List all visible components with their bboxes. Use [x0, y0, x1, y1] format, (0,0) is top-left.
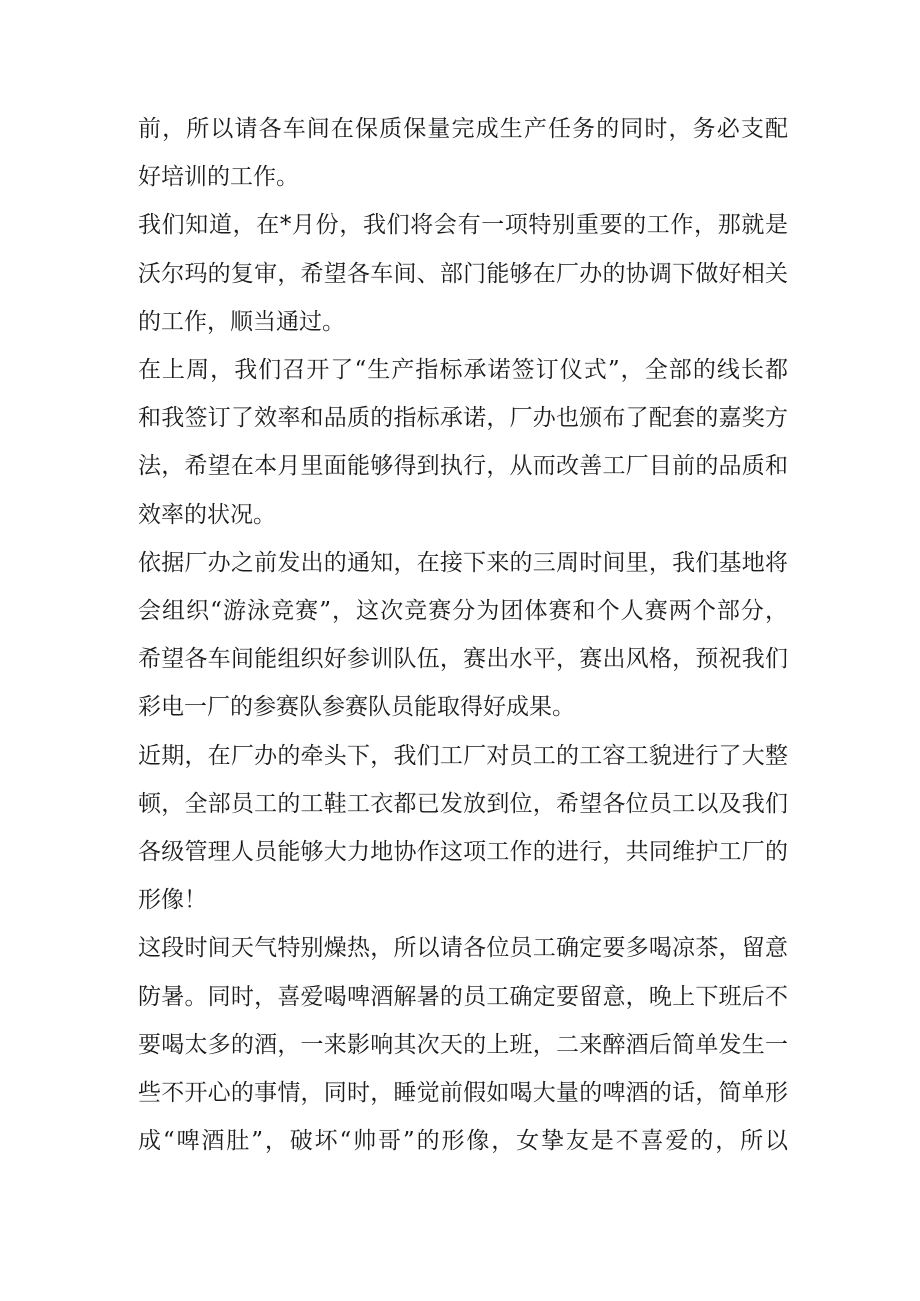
text-line: 前，所以请各车间在保质保量完成生产任务的同时，务必支配	[138, 116, 788, 142]
text-line: 各级管理人员能够大力地协作这项工作的进行，共同维护工厂的	[138, 839, 788, 865]
text-line: 会组织“游泳竞赛”，这次竞赛分为团体赛和个人赛两个部分，	[138, 598, 788, 624]
text-line: 近期，在厂办的牵头下，我们工厂对员工的工容工貌进行了大整	[138, 742, 788, 769]
text-line: 好培训的工作。	[138, 164, 299, 191]
text-line: 彩电一厂的参赛队参赛队员能取得好成果。	[138, 694, 575, 721]
text-line: 这段时间天气特别燥热，所以请各位员工确定要多喝凉茶，留意	[138, 935, 788, 962]
text-line: 要喝太多的酒，一来影响其次天的上班，二来醉酒后简单发生一	[138, 1031, 788, 1058]
text-line: 我们知道，在*月份，我们将会有一项特别重要的工作，那就是	[138, 212, 788, 239]
text-line: 在上周，我们召开了“生产指标承诺签订仪式”，全部的线长都	[138, 357, 788, 383]
text-line: 防暑。同时，喜爱喝啤酒解暑的员工确定要留意，晚上下班后不	[138, 983, 788, 1010]
text-line: 效率的状况。	[138, 501, 276, 528]
text-line: 法，希望在本月里面能够得到执行，从而改善工厂目前的品质和	[138, 453, 788, 480]
text-line: 沃尔玛的复审，希望各车间、部门能够在厂办的协调下做好相关	[138, 260, 788, 287]
text-line: 成“啤酒肚”，破坏“帅哥”的形像，女挚友是不喜爱的，所以	[138, 1128, 788, 1155]
text-line: 形像！	[138, 887, 207, 914]
text-line: 些不开心的事情，同时，睡觉前假如喝大量的啤酒的话，简单形	[138, 1080, 788, 1106]
text-line: 希望各车间能组织好参训队伍，赛出水平，赛出风格，预祝我们	[138, 646, 788, 673]
text-line: 和我签订了效率和品质的指标承诺，厂办也颁布了配套的嘉奖方	[138, 405, 788, 432]
text-line: 的工作，顺当通过。	[138, 308, 345, 335]
text-line: 依据厂办之前发出的通知，在接下来的三周时间里，我们基地将	[138, 549, 788, 576]
text-line: 顿，全部员工的工鞋工衣都已发放到位，希望各位员工以及我们	[138, 790, 788, 817]
